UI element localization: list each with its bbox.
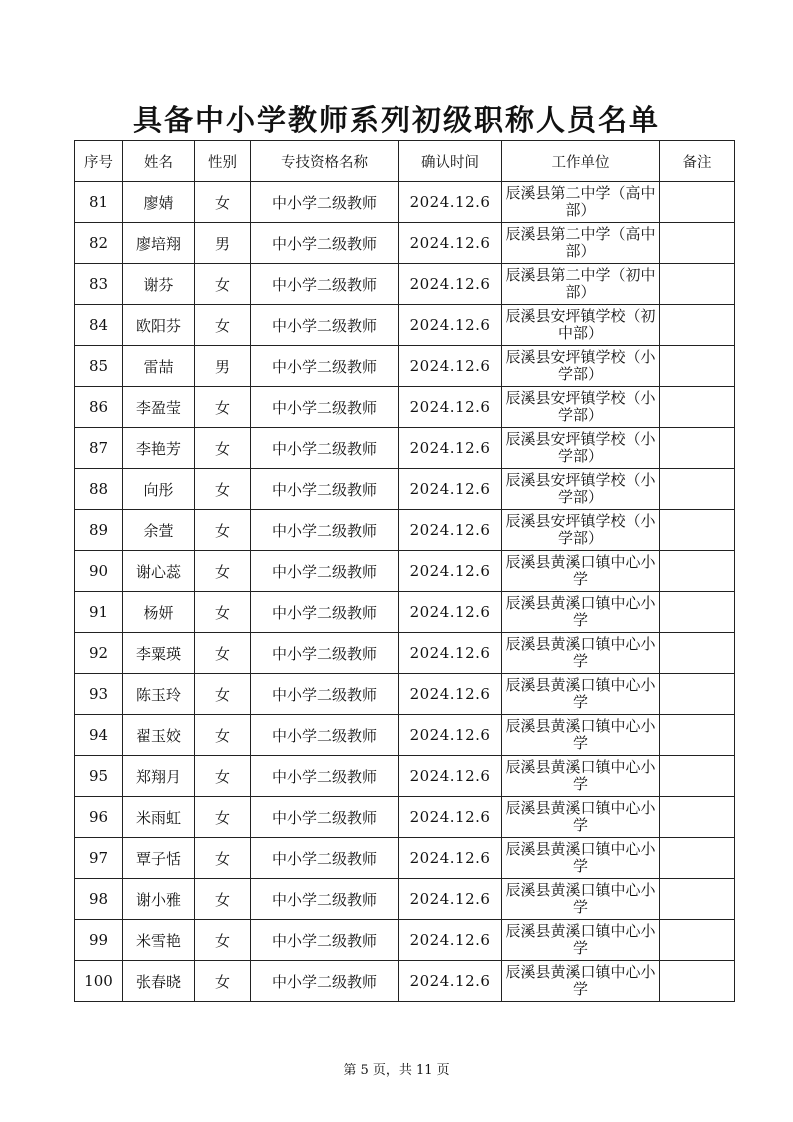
page-title: 具备中小学教师系列初级职称人员名单 xyxy=(132,103,660,137)
header-seq: 序号 xyxy=(75,141,123,182)
table-row xyxy=(75,961,735,1002)
cell-note xyxy=(660,510,735,551)
cell-qualification: 中小学二级教师 xyxy=(251,756,399,797)
cell-unit: 辰溪县安坪镇学校（小学部） xyxy=(502,510,660,551)
cell-qualification: 中小学二级教师 xyxy=(251,223,399,264)
cell-qualification: 中小学二级教师 xyxy=(251,469,399,510)
cell-note xyxy=(660,305,735,346)
roster-table xyxy=(74,140,735,1002)
header-date: 确认时间 xyxy=(399,141,502,182)
cell-gender: 女 xyxy=(195,920,251,961)
table-row xyxy=(75,264,735,305)
table-row xyxy=(75,387,735,428)
cell-name: 廖婧 xyxy=(123,182,195,223)
cell-note xyxy=(660,264,735,305)
cell-unit: 辰溪县黄溪口镇中心小学 xyxy=(502,592,660,633)
table-row xyxy=(75,305,735,346)
cell-unit: 辰溪县安坪镇学校（小学部） xyxy=(502,428,660,469)
cell-name: 杨妍 xyxy=(123,592,195,633)
cell-note xyxy=(660,469,735,510)
cell-date: 2024.12.6 xyxy=(399,182,502,223)
cell-seq: 85 xyxy=(75,346,123,387)
cell-seq: 88 xyxy=(75,469,123,510)
cell-name: 李粟瑛 xyxy=(123,633,195,674)
cell-note xyxy=(660,346,735,387)
cell-gender: 女 xyxy=(195,264,251,305)
cell-seq: 99 xyxy=(75,920,123,961)
header-name: 姓名 xyxy=(123,141,195,182)
cell-gender: 女 xyxy=(195,633,251,674)
cell-date: 2024.12.6 xyxy=(399,469,502,510)
table-row xyxy=(75,223,735,264)
cell-qualification: 中小学二级教师 xyxy=(251,715,399,756)
cell-date: 2024.12.6 xyxy=(399,305,502,346)
cell-date: 2024.12.6 xyxy=(399,674,502,715)
cell-note xyxy=(660,797,735,838)
cell-unit: 辰溪县黄溪口镇中心小学 xyxy=(502,879,660,920)
cell-date: 2024.12.6 xyxy=(399,264,502,305)
cell-name: 李艳芳 xyxy=(123,428,195,469)
cell-date: 2024.12.6 xyxy=(399,797,502,838)
cell-qualification: 中小学二级教师 xyxy=(251,264,399,305)
cell-qualification: 中小学二级教师 xyxy=(251,879,399,920)
cell-gender: 女 xyxy=(195,879,251,920)
cell-name: 谢小雅 xyxy=(123,879,195,920)
cell-name: 翟玉姣 xyxy=(123,715,195,756)
cell-name: 李盈莹 xyxy=(123,387,195,428)
cell-qualification: 中小学二级教师 xyxy=(251,305,399,346)
cell-qualification: 中小学二级教师 xyxy=(251,633,399,674)
cell-note xyxy=(660,879,735,920)
cell-name: 雷喆 xyxy=(123,346,195,387)
cell-note xyxy=(660,592,735,633)
cell-unit: 辰溪县安坪镇学校（小学部） xyxy=(502,346,660,387)
cell-date: 2024.12.6 xyxy=(399,346,502,387)
table-row xyxy=(75,510,735,551)
cell-unit: 辰溪县第二中学（高中部） xyxy=(502,223,660,264)
cell-seq: 82 xyxy=(75,223,123,264)
cell-date: 2024.12.6 xyxy=(399,223,502,264)
cell-name: 郑翔月 xyxy=(123,756,195,797)
table-row xyxy=(75,715,735,756)
cell-gender: 女 xyxy=(195,838,251,879)
cell-unit: 辰溪县安坪镇学校（初中部） xyxy=(502,305,660,346)
cell-date: 2024.12.6 xyxy=(399,510,502,551)
cell-unit: 辰溪县安坪镇学校（小学部） xyxy=(502,469,660,510)
table-row xyxy=(75,182,735,223)
cell-qualification: 中小学二级教师 xyxy=(251,961,399,1002)
cell-name: 欧阳芬 xyxy=(123,305,195,346)
cell-qualification: 中小学二级教师 xyxy=(251,346,399,387)
header-qualification: 专技资格名称 xyxy=(251,141,399,182)
cell-unit: 辰溪县第二中学（初中部） xyxy=(502,264,660,305)
cell-note xyxy=(660,551,735,592)
table-row xyxy=(75,592,735,633)
cell-qualification: 中小学二级教师 xyxy=(251,387,399,428)
cell-seq: 96 xyxy=(75,797,123,838)
cell-note xyxy=(660,428,735,469)
cell-seq: 90 xyxy=(75,551,123,592)
cell-seq: 83 xyxy=(75,264,123,305)
cell-gender: 女 xyxy=(195,756,251,797)
cell-name: 覃子恬 xyxy=(123,838,195,879)
cell-seq: 94 xyxy=(75,715,123,756)
cell-date: 2024.12.6 xyxy=(399,633,502,674)
cell-gender: 女 xyxy=(195,961,251,1002)
cell-gender: 女 xyxy=(195,715,251,756)
cell-date: 2024.12.6 xyxy=(399,879,502,920)
table-row xyxy=(75,879,735,920)
cell-qualification: 中小学二级教师 xyxy=(251,428,399,469)
cell-unit: 辰溪县黄溪口镇中心小学 xyxy=(502,920,660,961)
cell-name: 陈玉玲 xyxy=(123,674,195,715)
cell-date: 2024.12.6 xyxy=(399,756,502,797)
table-row xyxy=(75,551,735,592)
header-row xyxy=(75,141,735,182)
cell-date: 2024.12.6 xyxy=(399,838,502,879)
cell-unit: 辰溪县黄溪口镇中心小学 xyxy=(502,961,660,1002)
cell-unit: 辰溪县黄溪口镇中心小学 xyxy=(502,756,660,797)
table-row xyxy=(75,633,735,674)
cell-name: 余萱 xyxy=(123,510,195,551)
cell-seq: 97 xyxy=(75,838,123,879)
cell-name: 向彤 xyxy=(123,469,195,510)
cell-note xyxy=(660,715,735,756)
cell-date: 2024.12.6 xyxy=(399,551,502,592)
cell-gender: 女 xyxy=(195,551,251,592)
cell-unit: 辰溪县黄溪口镇中心小学 xyxy=(502,838,660,879)
cell-note xyxy=(660,633,735,674)
cell-date: 2024.12.6 xyxy=(399,428,502,469)
cell-note xyxy=(660,674,735,715)
cell-note xyxy=(660,838,735,879)
table-row xyxy=(75,797,735,838)
cell-unit: 辰溪县黄溪口镇中心小学 xyxy=(502,715,660,756)
cell-gender: 女 xyxy=(195,387,251,428)
cell-seq: 84 xyxy=(75,305,123,346)
cell-qualification: 中小学二级教师 xyxy=(251,920,399,961)
cell-note xyxy=(660,387,735,428)
cell-gender: 男 xyxy=(195,223,251,264)
cell-note xyxy=(660,961,735,1002)
table-row xyxy=(75,838,735,879)
cell-gender: 女 xyxy=(195,428,251,469)
cell-seq: 86 xyxy=(75,387,123,428)
cell-seq: 95 xyxy=(75,756,123,797)
cell-seq: 81 xyxy=(75,182,123,223)
cell-seq: 91 xyxy=(75,592,123,633)
cell-unit: 辰溪县黄溪口镇中心小学 xyxy=(502,633,660,674)
cell-note xyxy=(660,920,735,961)
cell-qualification: 中小学二级教师 xyxy=(251,510,399,551)
table-row xyxy=(75,469,735,510)
cell-qualification: 中小学二级教师 xyxy=(251,182,399,223)
table-body xyxy=(75,182,735,1002)
cell-seq: 89 xyxy=(75,510,123,551)
cell-note xyxy=(660,223,735,264)
cell-note xyxy=(660,756,735,797)
table-row xyxy=(75,346,735,387)
cell-date: 2024.12.6 xyxy=(399,715,502,756)
cell-gender: 女 xyxy=(195,674,251,715)
table-row xyxy=(75,920,735,961)
cell-seq: 93 xyxy=(75,674,123,715)
cell-seq: 87 xyxy=(75,428,123,469)
header-unit: 工作单位 xyxy=(502,141,660,182)
cell-gender: 男 xyxy=(195,346,251,387)
header-gender: 性别 xyxy=(195,141,251,182)
cell-name: 谢芬 xyxy=(123,264,195,305)
cell-gender: 女 xyxy=(195,592,251,633)
cell-seq: 92 xyxy=(75,633,123,674)
table-row xyxy=(75,756,735,797)
header-note: 备注 xyxy=(660,141,735,182)
cell-gender: 女 xyxy=(195,510,251,551)
cell-name: 米雨虹 xyxy=(123,797,195,838)
cell-name: 谢心蕊 xyxy=(123,551,195,592)
cell-name: 米雪艳 xyxy=(123,920,195,961)
cell-qualification: 中小学二级教师 xyxy=(251,551,399,592)
table-row xyxy=(75,674,735,715)
cell-unit: 辰溪县黄溪口镇中心小学 xyxy=(502,551,660,592)
cell-date: 2024.12.6 xyxy=(399,592,502,633)
cell-qualification: 中小学二级教师 xyxy=(251,838,399,879)
cell-name: 廖培翔 xyxy=(123,223,195,264)
cell-qualification: 中小学二级教师 xyxy=(251,674,399,715)
cell-seq: 100 xyxy=(75,961,123,1002)
cell-date: 2024.12.6 xyxy=(399,387,502,428)
cell-note xyxy=(660,182,735,223)
cell-gender: 女 xyxy=(195,305,251,346)
cell-unit: 辰溪县黄溪口镇中心小学 xyxy=(502,797,660,838)
cell-seq: 98 xyxy=(75,879,123,920)
cell-gender: 女 xyxy=(195,182,251,223)
cell-date: 2024.12.6 xyxy=(399,961,502,1002)
cell-qualification: 中小学二级教师 xyxy=(251,797,399,838)
page-footer: 第 5 页，共 11 页 xyxy=(343,1063,450,1078)
cell-qualification: 中小学二级教师 xyxy=(251,592,399,633)
cell-date: 2024.12.6 xyxy=(399,920,502,961)
table-row xyxy=(75,428,735,469)
cell-unit: 辰溪县第二中学（高中部） xyxy=(502,182,660,223)
cell-unit: 辰溪县安坪镇学校（小学部） xyxy=(502,387,660,428)
cell-gender: 女 xyxy=(195,797,251,838)
cell-name: 张春晓 xyxy=(123,961,195,1002)
cell-unit: 辰溪县黄溪口镇中心小学 xyxy=(502,674,660,715)
cell-gender: 女 xyxy=(195,469,251,510)
